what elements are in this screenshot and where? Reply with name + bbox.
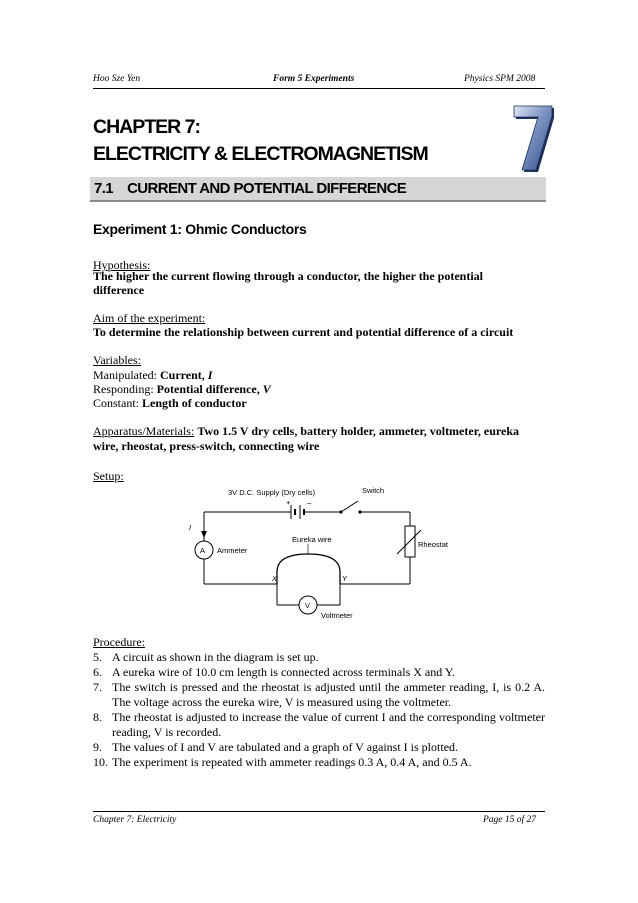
eureka-wire: [277, 554, 340, 584]
procedure-step: [93, 755, 545, 770]
terminal-x-label: X: [272, 574, 278, 583]
constant-label: Constant:: [93, 396, 143, 410]
variable-manipulated: [93, 368, 212, 383]
voltmeter-symbol: V: [305, 601, 311, 610]
section-title: CURRENT AND POTENTIAL DIFFERENCE: [127, 180, 407, 197]
variable-responding: [93, 382, 271, 397]
procedure-step: [93, 710, 545, 740]
switch-label: Switch: [362, 486, 385, 495]
manipulated-value: Current,: [159, 368, 208, 382]
chapter-heading-line1: CHAPTER 7:: [93, 116, 201, 138]
switch-contact: [358, 510, 361, 513]
manipulated-label: Manipulated:: [93, 368, 160, 382]
supply-label: 3V D.C. Supply (Dry cells): [228, 488, 316, 497]
procedure-step-number: 5.: [93, 650, 102, 664]
variable-constant: [93, 396, 247, 411]
circuit-diagram: [180, 484, 449, 626]
footer-chapter: Chapter 7: Electricity: [93, 815, 177, 825]
hypothesis-label: Hypothesis:: [93, 258, 151, 272]
procedure-label: Procedure:: [93, 635, 145, 649]
hypothesis-line2: difference: [93, 283, 145, 297]
section-number: 7.1: [94, 180, 114, 197]
eureka-label: Eureka wire: [292, 535, 332, 544]
current-label: I: [189, 523, 192, 532]
voltmeter-label: Voltmeter: [321, 611, 353, 620]
procedure-step-text: The experiment is repeated with ammeter readings 0.3 A, 0.4 A, and 0.5 A.: [112, 755, 472, 769]
procedure-step-number: 10.: [93, 755, 108, 769]
terminal-y-label: Y: [342, 574, 348, 583]
chapter-number-graphic: [508, 100, 556, 174]
aim-label: Aim of the experiment:: [93, 311, 206, 325]
procedure-step-number: 9.: [93, 740, 102, 754]
apparatus-line2: wire, rheostat, press-switch, connecting wire: [93, 439, 320, 453]
procedure-step-text: The values of I and V are tabulated and a graph of V against I is plotted.: [112, 740, 459, 754]
procedure-step: [93, 680, 545, 710]
procedure-step: [93, 665, 545, 680]
minus-sign: –: [307, 498, 312, 507]
responding-label: Responding:: [93, 382, 157, 396]
apparatus-line1: [93, 424, 548, 439]
header-divider: [93, 88, 545, 89]
procedure-step-text: The rheostat is adjusted to increase the value of current I and the corresponding voltmeter reading, V is recorded.: [112, 710, 545, 739]
constant-value: Length of conductor: [142, 396, 247, 410]
aim-text: To determine the relationship between current and potential difference of a circuit: [93, 325, 514, 339]
procedure-step-number: 7.: [93, 680, 102, 694]
ammeter-symbol: A: [200, 546, 206, 555]
ammeter-label: Ammeter: [217, 546, 248, 555]
footer-divider: [93, 811, 545, 812]
footer-page-number: Page 15 of 27: [483, 815, 537, 825]
setup-label: Setup:: [93, 469, 124, 483]
rheostat-label: Rheostat: [418, 540, 449, 549]
responding-symbol: V: [262, 382, 271, 396]
procedure-step-text: A circuit as shown in the diagram is set up.: [112, 650, 319, 664]
apparatus-label: Apparatus/Materials:: [93, 424, 195, 438]
experiment-title: Experiment 1: Ohmic Conductors: [93, 221, 307, 237]
apparatus-text-line1: Two 1.5 V dry cells, battery holder, ammeter, voltmeter, eureka: [197, 424, 520, 438]
header-subject: Physics SPM 2008: [464, 74, 536, 84]
manipulated-symbol: I: [207, 368, 213, 382]
procedure-step-text: A eureka wire of 10.0 cm length is connected across terminals X and Y.: [112, 665, 455, 679]
chapter-heading-line2: ELECTRICITY & ELECTROMAGNETISM: [93, 143, 428, 165]
procedure-step-text: The switch is pressed and the rheostat is adjusted until the ammeter reading, I, is 0.2 A. The voltage across the eureka wire, V is measured using the voltmeter.: [112, 680, 545, 709]
procedure-step: [93, 740, 545, 755]
switch-lever: [341, 501, 358, 512]
plus-sign: +: [286, 498, 291, 507]
variables-label: Variables:: [93, 353, 141, 367]
section-heading: [94, 180, 406, 197]
procedure-step-number: 6.: [93, 665, 102, 679]
header-title: Form 5 Experiments: [273, 74, 355, 84]
responding-value: Potential difference,: [156, 382, 263, 396]
procedure-step-number: 8.: [93, 710, 102, 724]
header-author: Hoo Sze Yen: [93, 74, 141, 84]
hypothesis-line1: The higher the current flowing through a conductor, the higher the potential: [93, 269, 484, 283]
switch-pivot: [339, 510, 342, 513]
current-arrow: [201, 531, 207, 538]
procedure-step: [93, 650, 545, 665]
